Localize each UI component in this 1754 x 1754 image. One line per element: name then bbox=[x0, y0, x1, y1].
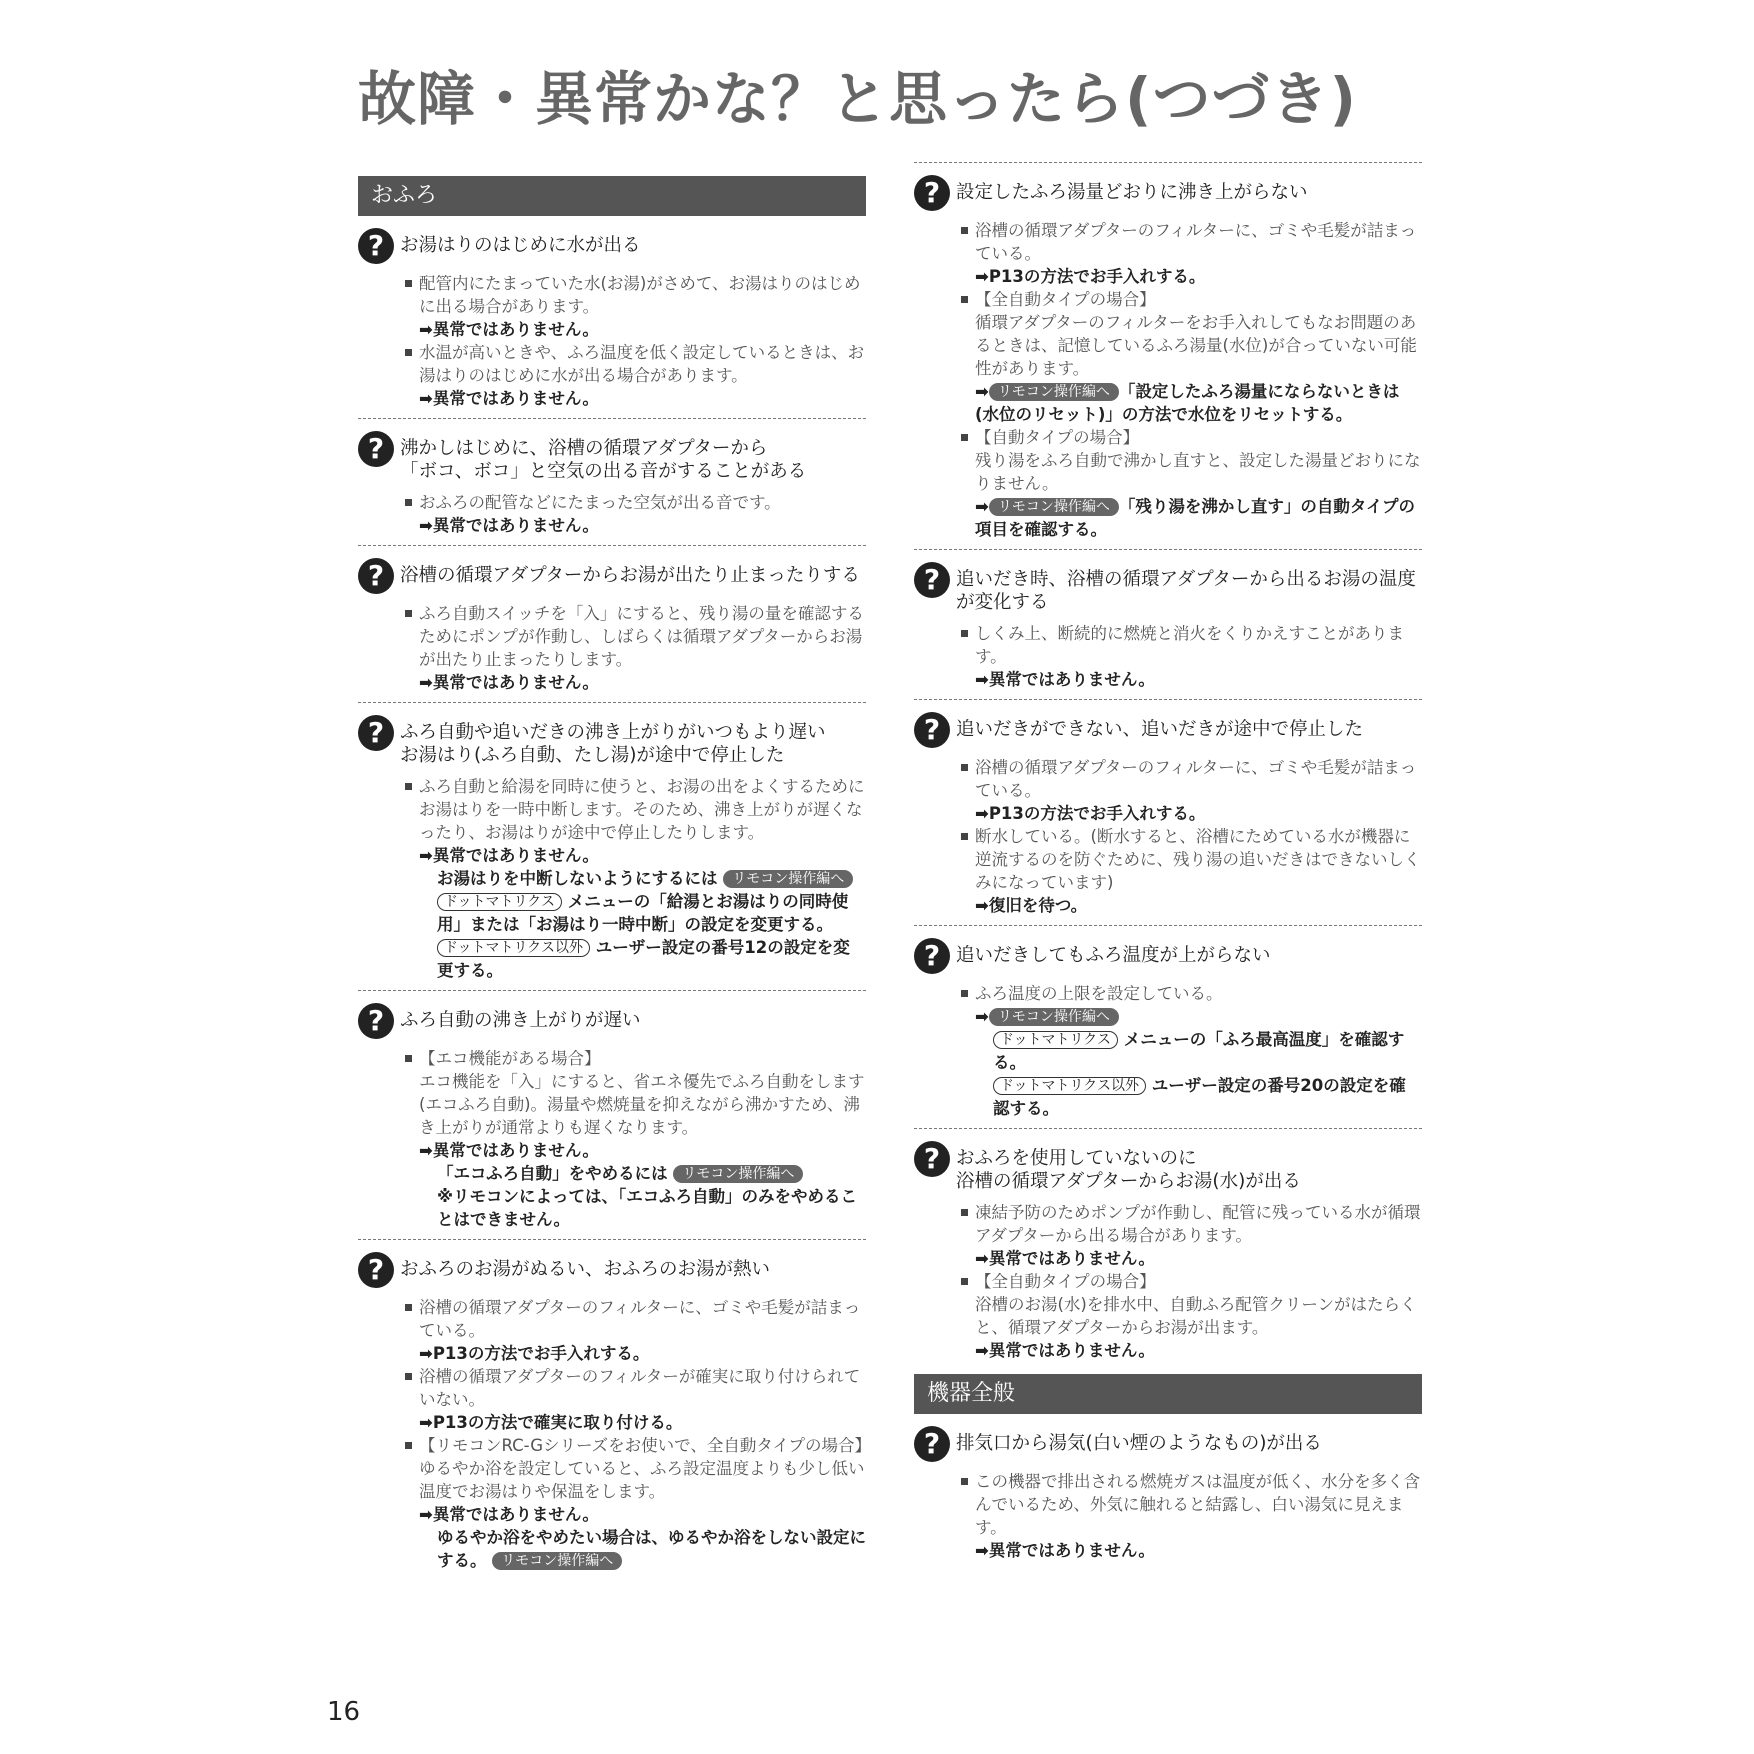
cause-item: 【エコ機能がある場合】 bbox=[404, 1047, 866, 1070]
cause-item: 浴槽の循環アダプターのフィルターに、ゴミや毛髪が詰まっている。 bbox=[960, 219, 1422, 265]
remedy-detail: ドットマトリクス メニューの「給湯とお湯はりの同時使用」または「お湯はり一時中断」の設定を変更する。 bbox=[437, 892, 849, 934]
remote-manual-badge: リモコン操作編へ bbox=[989, 383, 1119, 401]
page-title: 故障・異常かな？と思ったら(つづき) bbox=[358, 65, 1358, 133]
remedy: ➡異常ではありません。 bbox=[419, 846, 599, 865]
topic-question: 追いだき時、浴槽の循環アダプターから出るお湯の温度が変化する bbox=[956, 569, 1416, 613]
remedy: ➡異常ではありません。 bbox=[975, 1541, 1155, 1560]
topic-question: お湯はりのはじめに水が出る bbox=[400, 235, 641, 256]
question-icon: ? bbox=[358, 558, 394, 594]
topic bbox=[914, 1128, 1422, 1370]
remedy-detail: お湯はりを中断しないようにするには リモコン操作編へ bbox=[404, 867, 866, 890]
remedy: ➡ リモコン操作編へ 「設定したふろ湯量にならないときは(水位のリセット)」の方法で水位をリセットする。 bbox=[975, 382, 1400, 424]
remedy: ➡異常ではありません。 bbox=[419, 1141, 599, 1160]
remedy: ➡復旧を待つ。 bbox=[975, 896, 1088, 915]
remedy: ➡異常ではありません。 bbox=[419, 673, 599, 692]
cause-item: 浴槽の循環アダプターのフィルターが確実に取り付けられていない。 bbox=[404, 1365, 866, 1411]
non-dot-matrix-badge: ドットマトリクス以外 bbox=[437, 939, 590, 957]
remedy-detail: ゆるやか浴をやめたい場合は、ゆるやか浴をしない設定にする。 リモコン操作編へ bbox=[437, 1528, 866, 1570]
cause-item: 断水している。(断水すると、浴槽にためている水が機器に逆流するのを防ぐために、残り湯の追いだきはできないしくみになっています) bbox=[960, 825, 1422, 894]
topic-question: 沸かしはじめに、浴槽の循環アダプターから 「ボコ、ボコ」と空気の出る音がすることがある bbox=[400, 438, 807, 482]
cause-item: この機器で排出される燃焼ガスは温度が低く、水分を多く含んでいるため、外気に触れると結露し、白い湯気に見えます。 bbox=[960, 1470, 1422, 1539]
remedy: ➡P13の方法でお手入れする。 bbox=[419, 1344, 650, 1363]
question-icon: ? bbox=[358, 228, 394, 264]
question-icon: ? bbox=[914, 562, 950, 598]
remedy: ➡P13の方法でお手入れする。 bbox=[975, 267, 1206, 286]
remedy-detail: ドットマトリクス以外 ユーザー設定の番号20の設定を確認する。 bbox=[993, 1076, 1406, 1118]
remote-manual-badge: リモコン操作編へ bbox=[492, 1552, 622, 1570]
remedy: ➡ リモコン操作編へ 「残り湯を沸かし直す」の自動タイプの項目を確認する。 bbox=[975, 497, 1416, 539]
question-icon: ? bbox=[914, 175, 950, 211]
topic bbox=[914, 162, 1422, 549]
cause-item: 【リモコンRC-Gシリーズをお使いで、全自動タイプの場合】 bbox=[404, 1434, 866, 1457]
topic-question: 浴槽の循環アダプターからお湯が出たり止まったりする bbox=[400, 565, 860, 586]
question-icon: ? bbox=[914, 712, 950, 748]
remedy: ➡P13の方法でお手入れする。 bbox=[975, 804, 1206, 823]
topic bbox=[914, 1426, 1422, 1570]
question-icon: ? bbox=[358, 715, 394, 751]
remedy: ➡異常ではありません。 bbox=[419, 320, 599, 339]
topic bbox=[358, 702, 866, 990]
remedy: ➡異常ではありません。 bbox=[975, 1341, 1155, 1360]
dot-matrix-badge: ドットマトリクス bbox=[993, 1031, 1118, 1049]
remote-manual-badge: リモコン操作編へ bbox=[723, 870, 853, 888]
cause-detail: ゆるやか浴を設定していると、ふろ設定温度よりも少し低い温度でお湯はりや保温をします。 bbox=[419, 1459, 865, 1501]
cause-item: ふろ自動スイッチを「入」にすると、残り湯の量を確認するためにポンプが作動し、しばらくは循環アダプターからお湯が出たり止まったりします。 bbox=[404, 602, 866, 671]
remedy: ➡異常ではありません。 bbox=[419, 1505, 599, 1524]
cause-item: 浴槽の循環アダプターのフィルターに、ゴミや毛髪が詰まっている。 bbox=[960, 756, 1422, 802]
topic-question: ふろ自動の沸き上がりが遅い bbox=[400, 1010, 641, 1031]
remote-manual-badge: リモコン操作編へ bbox=[673, 1165, 803, 1183]
cause-item: ふろ温度の上限を設定している。 bbox=[960, 982, 1422, 1005]
dot-matrix-badge: ドットマトリクス bbox=[437, 893, 562, 911]
topic bbox=[358, 1239, 872, 1580]
topic-question: 追いだきができない、追いだきが途中で停止した bbox=[956, 719, 1364, 740]
section-header-bath: おふろ bbox=[358, 176, 866, 216]
cause-detail: エコ機能を「入」にすると、省エネ優先でふろ自動をします(エコふろ自動)。湯量や燃焼量を抑えながら沸かすため、沸き上がりが通常よりも遅くなります。 bbox=[419, 1072, 865, 1137]
cause-item: 凍結予防のためポンプが作動し、配管に残っている水が循環アダプターから出る場合があります。 bbox=[960, 1201, 1422, 1247]
section-header-general: 機器全般 bbox=[914, 1374, 1422, 1414]
cause-item: おふろの配管などにたまった空気が出る音です。 bbox=[404, 491, 866, 514]
topic bbox=[358, 418, 866, 545]
cause-item: 水温が高いときや、ふろ温度を低く設定しているときは、お湯はりのはじめに水が出る場合があります。 bbox=[404, 341, 866, 387]
cause-item: 【全自動タイプの場合】 bbox=[960, 1270, 1422, 1293]
page-number: 16 bbox=[327, 1697, 361, 1727]
topic bbox=[358, 990, 866, 1239]
question-icon: ? bbox=[358, 431, 394, 467]
topic bbox=[358, 228, 866, 418]
topic-question: ふろ自動や追いだきの沸き上がりがいつもより遅い お湯はり(ふろ自動、たし湯)が途中で停止した bbox=[400, 722, 826, 766]
remedy-note: ※リモコンによっては、「エコふろ自動」のみをやめることはできません。 bbox=[437, 1187, 857, 1229]
topic bbox=[914, 925, 1422, 1128]
remedy: ➡異常ではありません。 bbox=[975, 670, 1155, 689]
remedy: ➡P13の方法で確実に取り付ける。 bbox=[419, 1413, 683, 1432]
remedy-detail: 「エコふろ自動」をやめるには リモコン操作編へ bbox=[404, 1162, 866, 1185]
topic-question: おふろを使用していないのに 浴槽の循環アダプターからお湯(水)が出る bbox=[956, 1148, 1301, 1192]
remedy-detail: ドットマトリクス メニューの「ふろ最高温度」を確認する。 bbox=[993, 1030, 1405, 1072]
cause-item: しくみ上、断続的に燃焼と消火をくりかえすことがあります。 bbox=[960, 622, 1422, 668]
topic-question: 設定したふろ湯量どおりに沸き上がらない bbox=[956, 182, 1308, 203]
left-column bbox=[358, 176, 872, 1580]
cause-item: 【全自動タイプの場合】 bbox=[960, 288, 1422, 311]
cause-item: 配管内にたまっていた水(お湯)がさめて、お湯はりのはじめに出る場合があります。 bbox=[404, 272, 866, 318]
remedy: ➡異常ではありません。 bbox=[975, 1249, 1155, 1268]
remedy: ➡異常ではありません。 bbox=[419, 389, 599, 408]
cause-item: 【自動タイプの場合】 bbox=[960, 426, 1422, 449]
question-icon: ? bbox=[914, 938, 950, 974]
cause-detail: 残り湯をふろ自動で沸かし直すと、設定した湯量どおりになりません。 bbox=[975, 451, 1421, 493]
cause-item: 浴槽の循環アダプターのフィルターに、ゴミや毛髪が詰まっている。 bbox=[404, 1296, 866, 1342]
cause-detail: 循環アダプターのフィルターをお手入れしてもなお問題のあるときは、記憶しているふろ湯量(水位)が合っていない可能性があります。 bbox=[975, 313, 1417, 378]
topic-question: 追いだきしてもふろ温度が上がらない bbox=[956, 945, 1271, 966]
question-icon: ? bbox=[358, 1252, 394, 1288]
remote-manual-badge: リモコン操作編へ bbox=[989, 498, 1119, 516]
right-column bbox=[914, 162, 1422, 1570]
remedy-detail: ドットマトリクス以外 ユーザー設定の番号12の設定を変更する。 bbox=[437, 938, 850, 980]
topic bbox=[914, 699, 1422, 925]
cause-detail: 浴槽のお湯(水)を排水中、自動ふろ配管クリーンがはたらくと、循環アダプターからお湯が出ます。 bbox=[975, 1295, 1417, 1337]
remote-manual-badge: リモコン操作編へ bbox=[989, 1008, 1119, 1026]
remedy: ➡ リモコン操作編へ bbox=[960, 1005, 1422, 1028]
remedy: ➡異常ではありません。 bbox=[419, 516, 599, 535]
topic-question: 排気口から湯気(白い煙のようなもの)が出る bbox=[956, 1433, 1322, 1454]
topic bbox=[914, 549, 1422, 699]
topic bbox=[358, 545, 866, 702]
question-icon: ? bbox=[914, 1141, 950, 1177]
question-icon: ? bbox=[358, 1003, 394, 1039]
cause-item: ふろ自動と給湯を同時に使うと、お湯の出をよくするためにお湯はりを一時中断します。そのため、沸き上がりが遅くなったり、お湯はりが途中で停止したりします。 bbox=[404, 775, 866, 844]
question-icon: ? bbox=[914, 1426, 950, 1462]
topic-question: おふろのお湯がぬるい、おふろのお湯が熱い bbox=[400, 1259, 771, 1280]
non-dot-matrix-badge: ドットマトリクス以外 bbox=[993, 1077, 1146, 1095]
